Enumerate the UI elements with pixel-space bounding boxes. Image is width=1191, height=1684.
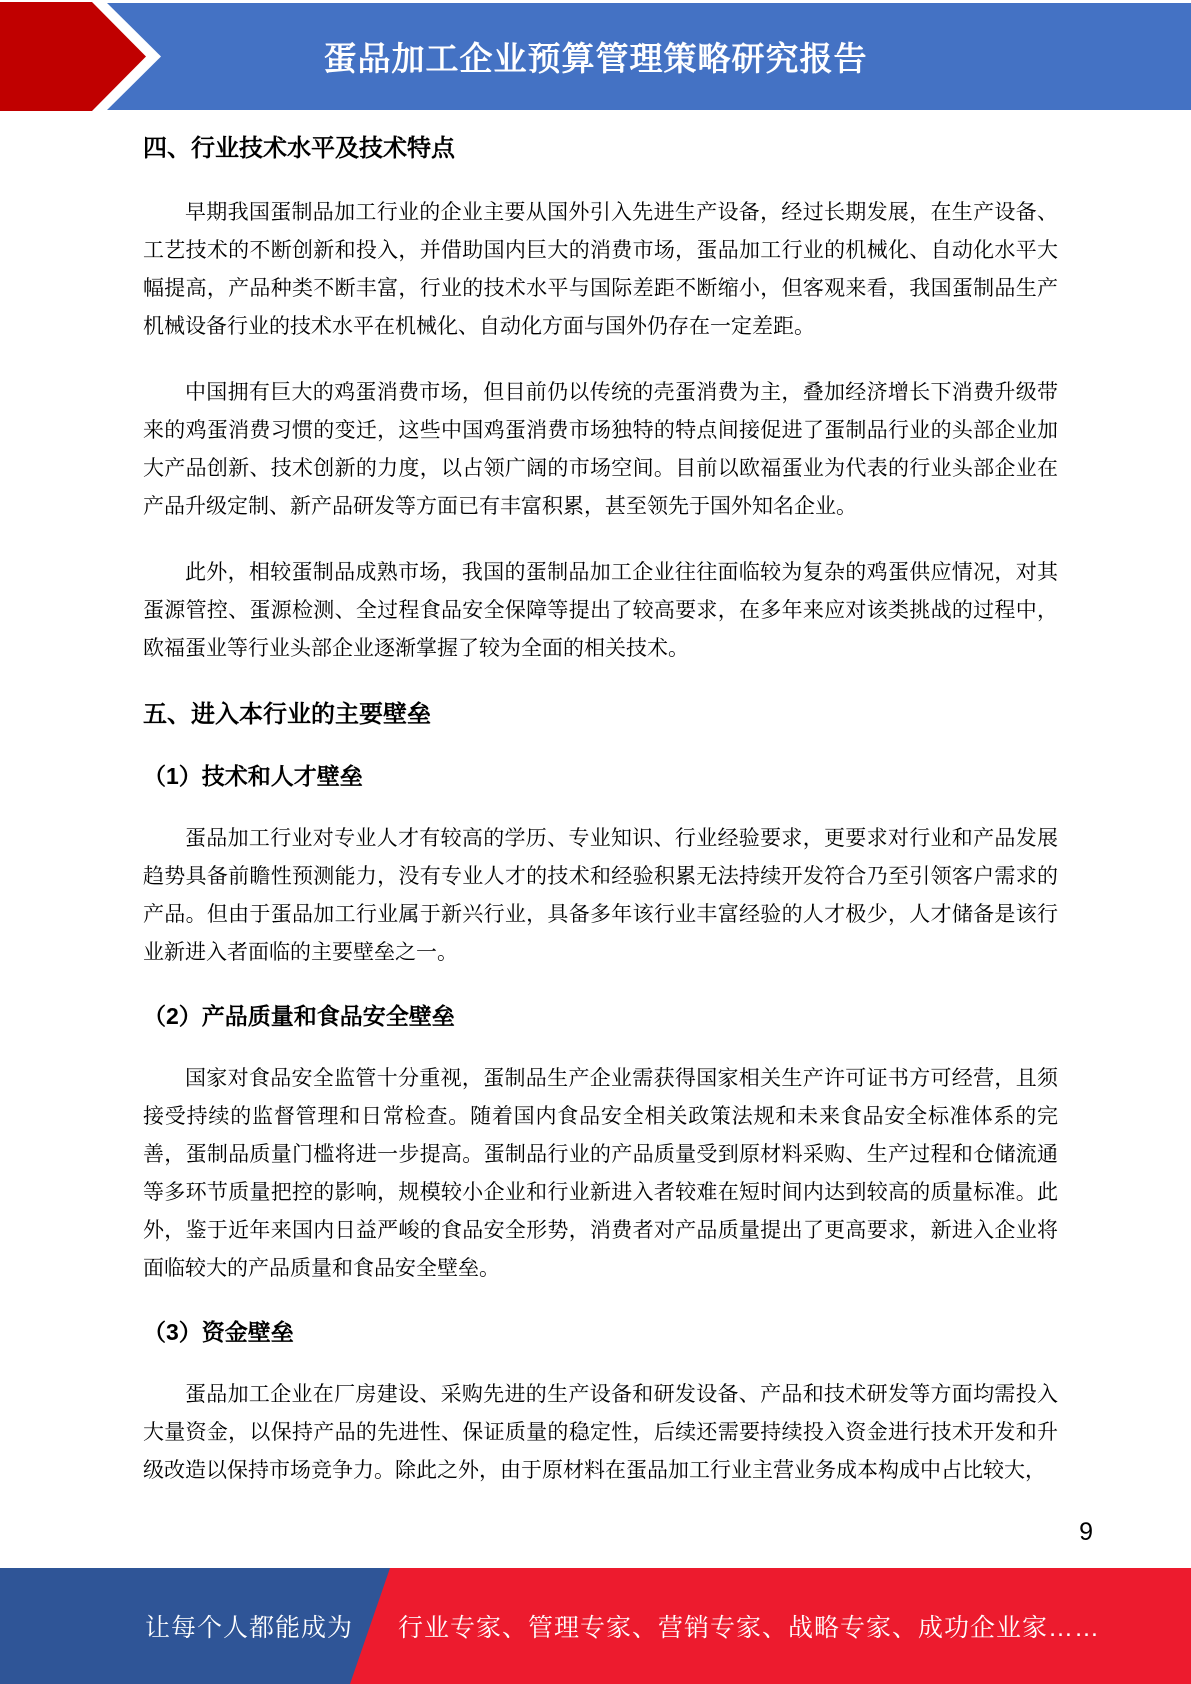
paragraph-talent-barrier: 蛋品加工行业对专业人才有较高的学历、专业知识、行业经验要求，更要求对行业和产品发展趋势具备前瞻性预测能力，没有专业人才的技术和经验积累无法持续开发符合乃至引领客户需求的产品。但由于蛋品加工行业属于新兴行业，具备多年该行业丰富经验的人才极少，人才储备是该行业新进入者面临的主要壁垒之一。 — [143, 827, 1058, 964]
subsection-heading-quality-safety-barrier: （2）产品质量和食品安全壁垒 — [143, 1003, 455, 1029]
footer-slogan-right: 行业专家、管理专家、营销专家、战略专家、成功企业家…… — [398, 1614, 1101, 1642]
document-body — [143, 110, 1058, 1490]
paragraph-quality-safety-barrier: 国家对食品安全监管十分重视，蛋制品生产企业需获得国家相关生产许可证书方可经营，且须接受持续的监督管理和日常检查。随着国内食品安全相关政策法规和未来食品安全标准体系的完善，蛋制品质量门槛将进一步提高。蛋制品行业的产品质量受到原材料采购、生产过程和仓储流通等多环节质量把控的影响，规模较小企业和行业新进入者较难在短时间内达到较高的质量标准。此外，鉴于近年来国内日益严峻的食品安全形势，消费者对产品质量提出了更高要求，新进入企业将面临较大的产品质量和食品安全壁垒。 — [143, 1067, 1058, 1280]
page-header — [0, 3, 1191, 110]
report-title: 蛋品加工企业预算管理策略研究报告 — [323, 40, 868, 77]
section-heading-industry-technology: 四、行业技术水平及技术特点 — [143, 135, 455, 162]
footer-slogan-left: 让每个人都能成为 — [145, 1614, 354, 1642]
paragraph-capital-barrier: 蛋品加工企业在厂房建设、采购先进的生产设备和研发设备、产品和技术研发等方面均需投入大量资金，以保持产品的先进性、保证质量的稳定性，后续还需要持续投入资金进行技术开发和升级改造以保持市场竞争力。除此之外，由于原材料在蛋品加工行业主营业务成本构成中占比较大， — [143, 1383, 1058, 1482]
subsection-heading-talent-barrier: （1）技术和人才壁垒 — [143, 763, 363, 789]
paragraph-egg-supply: 此外，相较蛋制品成熟市场，我国的蛋制品加工企业往往面临较为复杂的鸡蛋供应情况，对其蛋源管控、蛋源检测、全过程食品安全保障等提出了较高要求，在多年来应对该类挑战的过程中，欧福蛋业等行业头部企业逐渐掌握了较为全面的相关技术。 — [143, 561, 1058, 660]
paragraph-early-development: 早期我国蛋制品加工行业的企业主要从国外引入先进生产设备，经过长期发展，在生产设备、工艺技术的不断创新和投入，并借助国内巨大的消费市场，蛋品加工行业的机械化、自动化水平大幅提高，产品种类不断丰富，行业的技术水平与国际差距不断缩小，但客观来看，我国蛋制品生产机械设备行业的技术水平在机械化、自动化方面与国外仍存在一定差距。 — [143, 201, 1058, 338]
subsection-heading-capital-barrier: （3）资金壁垒 — [143, 1319, 294, 1345]
page-footer — [0, 1568, 1191, 1684]
section-heading-entry-barriers: 五、进入本行业的主要壁垒 — [143, 701, 431, 728]
paragraph-china-egg-market: 中国拥有巨大的鸡蛋消费市场，但目前仍以传统的壳蛋消费为主，叠加经济增长下消费升级带来的鸡蛋消费习惯的变迁，这些中国鸡蛋消费市场独特的特点间接促进了蛋制品行业的头部企业加大产品创新、技术创新的力度，以占领广阔的市场空间。目前以欧福蛋业为代表的行业头部企业在产品升级定制、新产品研发等方面已有丰富积累，甚至领先于国外知名企业。 — [143, 381, 1058, 518]
page-number: 9 — [1079, 1518, 1093, 1546]
